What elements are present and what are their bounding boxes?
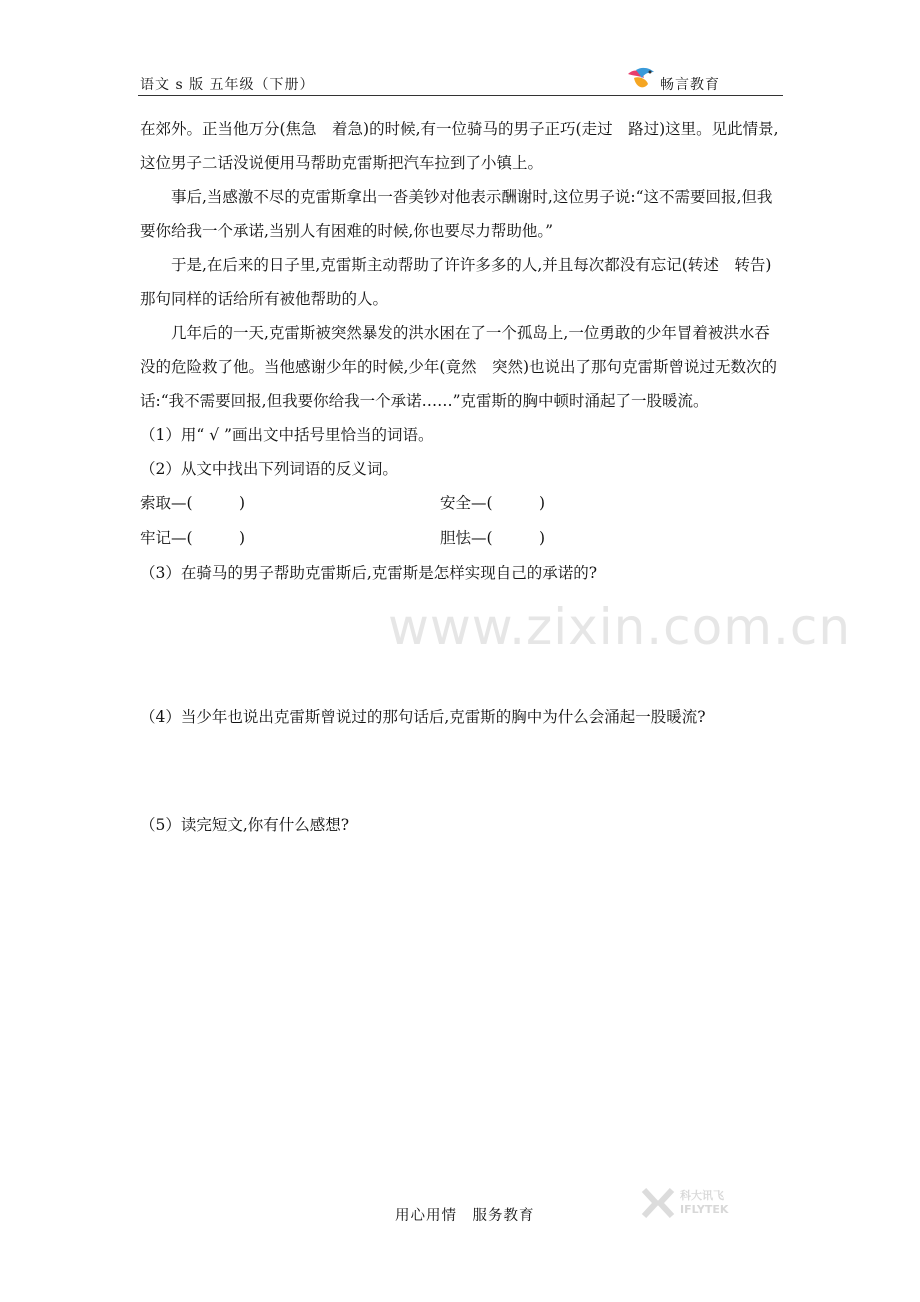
- header-title: 语文 s 版 五年级（下册）: [140, 77, 315, 93]
- question-3: （3）在骑马的男子帮助克雷斯后,克雷斯是怎样实现自己的承诺的?: [140, 564, 598, 582]
- question-2: （2）从文中找出下列词语的反义词。: [140, 460, 398, 478]
- footer-slogan: 用心用情 服务教育: [395, 1208, 535, 1224]
- paragraph-2: 事后,当感激不尽的克雷斯拿出一沓美钞对他表示酬谢时,这位男子说:“这不需要回报,但我要你给我一个承诺,当别人有困难的时候,你也要尽力帮助他。”: [140, 188, 773, 240]
- antonym-item: 牢记—( ): [140, 529, 246, 547]
- footer-logo: [640, 1186, 728, 1220]
- watermark: www.zixin.com.cn: [388, 598, 852, 656]
- brand-name: 畅言教育: [660, 77, 720, 93]
- question-5: （5）读完短文,你有什么感想?: [140, 816, 350, 834]
- header-divider: [138, 95, 783, 96]
- document-body: [140, 112, 785, 842]
- question-1: （1）用“ √ ”画出文中括号里恰当的词语。: [140, 426, 434, 444]
- brand-logo: [626, 64, 720, 94]
- paragraph-4: 几年后的一天,克雷斯被突然暴发的洪水困在了一个孤岛上,一位勇敢的少年冒着被洪水吞没的危险救了他。当他感谢少年的时候,少年(竟然 突然)也说出了那句克雷斯曾说过无数次的话:“我不需要回报,但我要你给我一个承诺……”克雷斯的胸中顿时涌起了一股暖流。: [140, 324, 778, 410]
- iflytek-logo-icon: [640, 1186, 676, 1220]
- antonym-item: 胆怯—( ): [440, 529, 546, 547]
- footer-logo-en: IFLYTEK: [680, 1203, 729, 1216]
- antonym-item: 安全—( ): [440, 494, 546, 512]
- paragraph-1: 在郊外。正当他万分(焦急 着急)的时候,有一位骑马的男子正巧(走过 路过)这里。见此情景,这位男子二话没说便用马帮助克雷斯把汽车拉到了小镇上。: [140, 120, 779, 172]
- antonym-item: 索取—( ): [140, 494, 246, 512]
- footer-logo-cn: 科大讯飞: [680, 1189, 724, 1202]
- bird-logo-icon: [626, 66, 656, 92]
- antonym-list: [140, 486, 785, 556]
- paragraph-3: 于是,在后来的日子里,克雷斯主动帮助了许许多多的人,并且每次都没有忘记(转述 转告)那句同样的话给所有被他帮助的人。: [140, 256, 772, 308]
- question-4: （4）当少年也说出克雷斯曾说过的那句话后,克雷斯的胸中为什么会涌起一股暖流?: [140, 708, 706, 726]
